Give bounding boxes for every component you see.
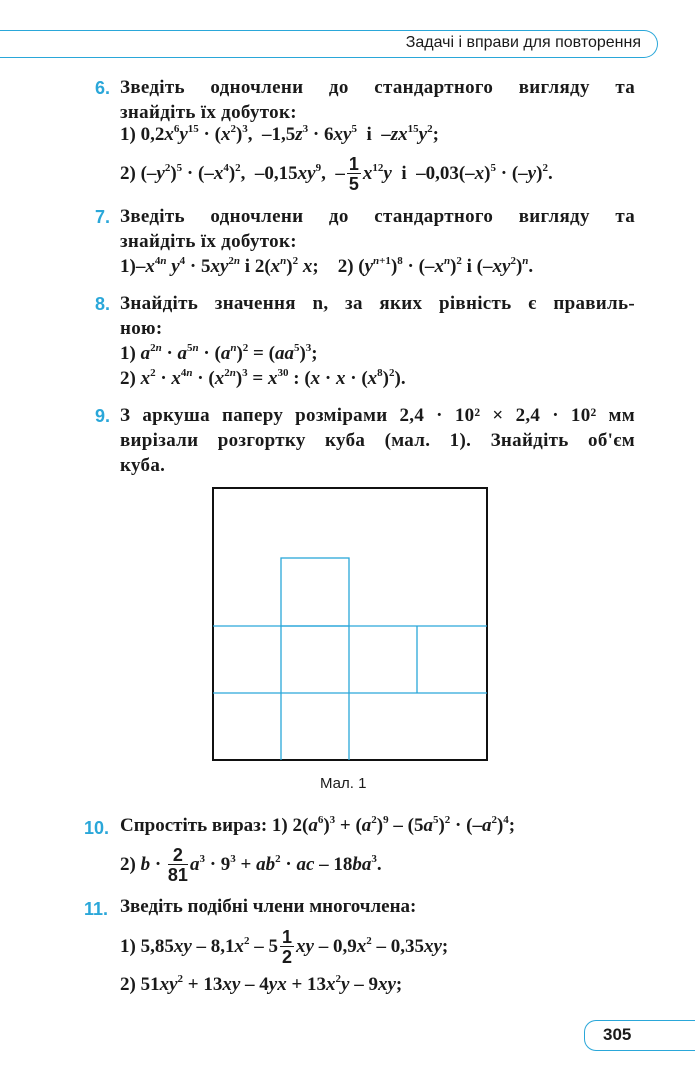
problem-6-item1: 1) $0,2x^6y^{15} \cdot (x^2)^3$, $-1,5z^3 \cdot 6xy^5$ і $-zx^{15}y^2$;: [120, 123, 439, 145]
problem-7-number: 7.: [95, 207, 111, 227]
problem-10-number: 10.: [84, 818, 110, 838]
problem-9-text-line2: вирізали розгортку куба (мал. 1). Знайдіть об'єм: [120, 430, 635, 451]
problem-9-number: 9.: [95, 406, 111, 426]
paper-sheet-outline: [213, 488, 487, 760]
problem-9-text-line1: З аркуша паперу розмірами 2,4 · 10² × 2,4 · 10² мм: [120, 405, 635, 426]
problem-11-item2: 2) $51xy^2 + 13xy - 4yx + 13x^2y - 9xy$;: [120, 973, 403, 995]
problem-9-text-line3: куба.: [120, 455, 166, 476]
problem-8-text-line1: Знайдіть значення n, за яких рівність є правиль-: [120, 293, 635, 314]
problem-6-number: 6.: [95, 78, 111, 98]
problem-6-text-line1: Зведіть одночлени до стандартного вигляду та: [120, 77, 635, 98]
problem-11-lead: Зведіть подібні члени многочлена:: [120, 896, 417, 917]
problem-8-number: 8.: [95, 294, 111, 314]
cube-net-lines: [213, 558, 487, 760]
page-number: 305: [603, 1025, 632, 1044]
figure-caption: Мал. 1: [320, 775, 367, 792]
header-title: Задачі і вправи для повторення: [405, 34, 641, 51]
problem-11-number: 11.: [84, 899, 109, 919]
problem-10-item2: 2) b · $\frac{2}{81}$ $a^3 \cdot 9^3 + ab^2$ · ac – $18ba^3$.: [120, 845, 382, 885]
page-number-tab: [584, 1020, 695, 1051]
problem-10-item1: Спростіть вираз: 1) $2(a^6)^3 + (a^2)^9 - (5a^5)^2 \cdot (-a^2)^4$;: [120, 814, 516, 836]
header-bar: [0, 30, 658, 58]
problem-7-item1: $1)-x^{4n}$ $y^4 \cdot 5xy^{2n}$ і $2(x^n)^2$ x; 2) $(y^{n+1})^8 \cdot (-x^n)^2$ і $(-xy^2)^n$.: [120, 255, 534, 277]
problem-6-text-line2: знайдіть їх добуток:: [120, 102, 297, 123]
problem-7-text-line1: Зведіть одночлени до стандартного вигляду та: [120, 206, 635, 227]
problem-11-item1: 1) $5,85xy - 8,1x^2 - 5$ $\frac{1}{2}$ xy – $0,9x^2 - 0,35xy$;: [120, 927, 449, 967]
problem-8-item2: 2) $x^2 \cdot x^{4n} \cdot (x^{2n})^3 = x^{30}$ : $(x \cdot x \cdot (x^8)^2)$.: [120, 367, 406, 389]
problem-7-text-line2: знайдіть їх добуток:: [120, 231, 297, 252]
problem-8-item1: 1) $a^{2n} \cdot a^{5n} \cdot (a^n)^2 = (aa^5)^3$;: [120, 342, 318, 364]
problem-8-text-line2: ною:: [120, 318, 163, 339]
problem-6-item2: 2) $(-y^2)^5 \cdot (-x^4)^2$, $-0,15xy^9$, – $\frac{1}{5}$ $x^{12}y$ і $-0,03(-x)^5 \cdot (-y)^2$.: [120, 154, 553, 194]
net-face-top: [281, 558, 349, 626]
cube-net-figure: [212, 487, 488, 761]
